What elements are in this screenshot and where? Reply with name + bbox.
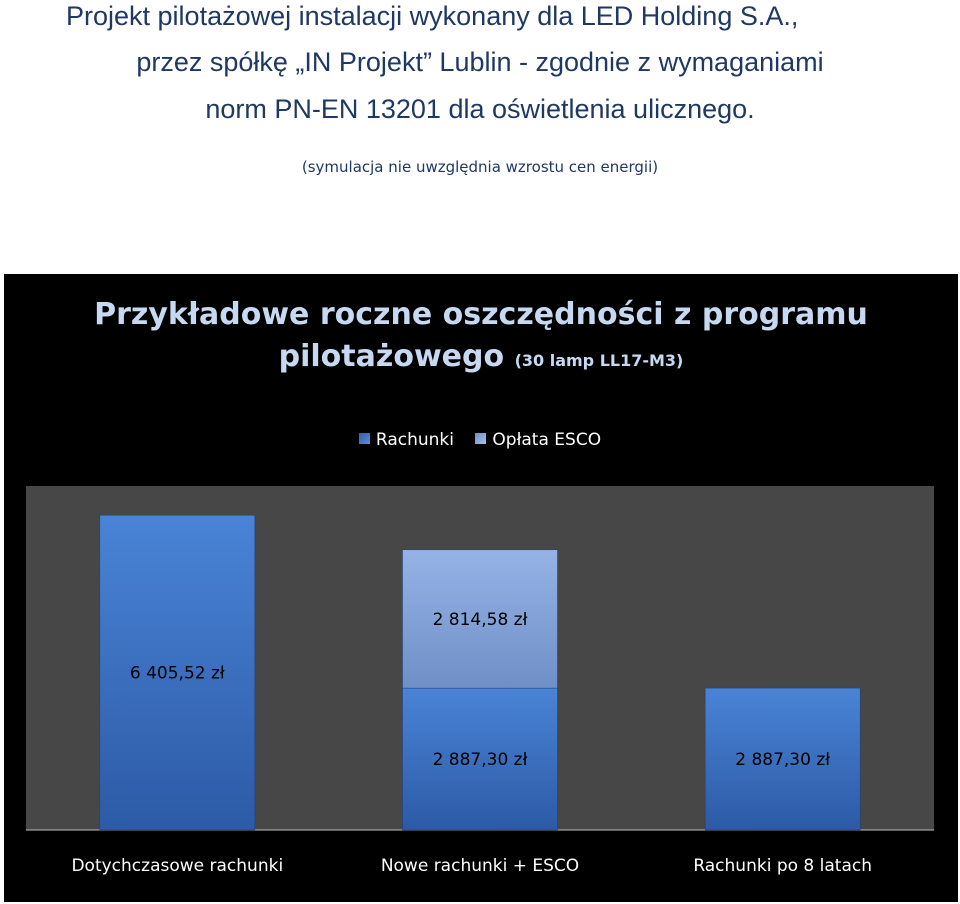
data-label-rachunki-2: 2 887,30 zł: [432, 750, 528, 771]
x-tick-label-1: Dotychczasowe rachunki: [71, 856, 284, 876]
heading-line-3: norm PN-EN 13201 dla oświetlenia ulicznego.: [205, 94, 755, 124]
legend-label-oplata-esco: Opłata ESCO: [492, 430, 602, 450]
legend-label-rachunki: Rachunki: [375, 430, 454, 450]
chart-title-line-1: Przykładowe roczne oszczędności z programu: [94, 297, 868, 332]
data-label-oplata-esco-2: 2 814,58 zł: [432, 609, 528, 630]
chart-title-suffix: (30 lamp LL17-M3): [514, 351, 684, 370]
x-tick-label-2: Nowe rachunki + ESCO: [380, 856, 580, 876]
chart-title-main: pilotażowego: [278, 339, 505, 374]
x-tick-label-3: Rachunki po 8 latach: [693, 856, 873, 876]
data-label-rachunki-1: 6 405,52 zł: [129, 663, 225, 684]
heading-line-2: przez spółkę „IN Projekt” Lublin - zgodnie z wymaganiami: [136, 47, 824, 77]
data-label-rachunki-3: 2 887,30 zł: [735, 750, 831, 771]
simulation-note: (symulacja nie uwzględnia wzrostu cen energii): [301, 158, 659, 176]
heading-line-1: Projekt pilotażowej instalacji wykonany dla LED Holding S.A.,: [66, 1, 799, 31]
